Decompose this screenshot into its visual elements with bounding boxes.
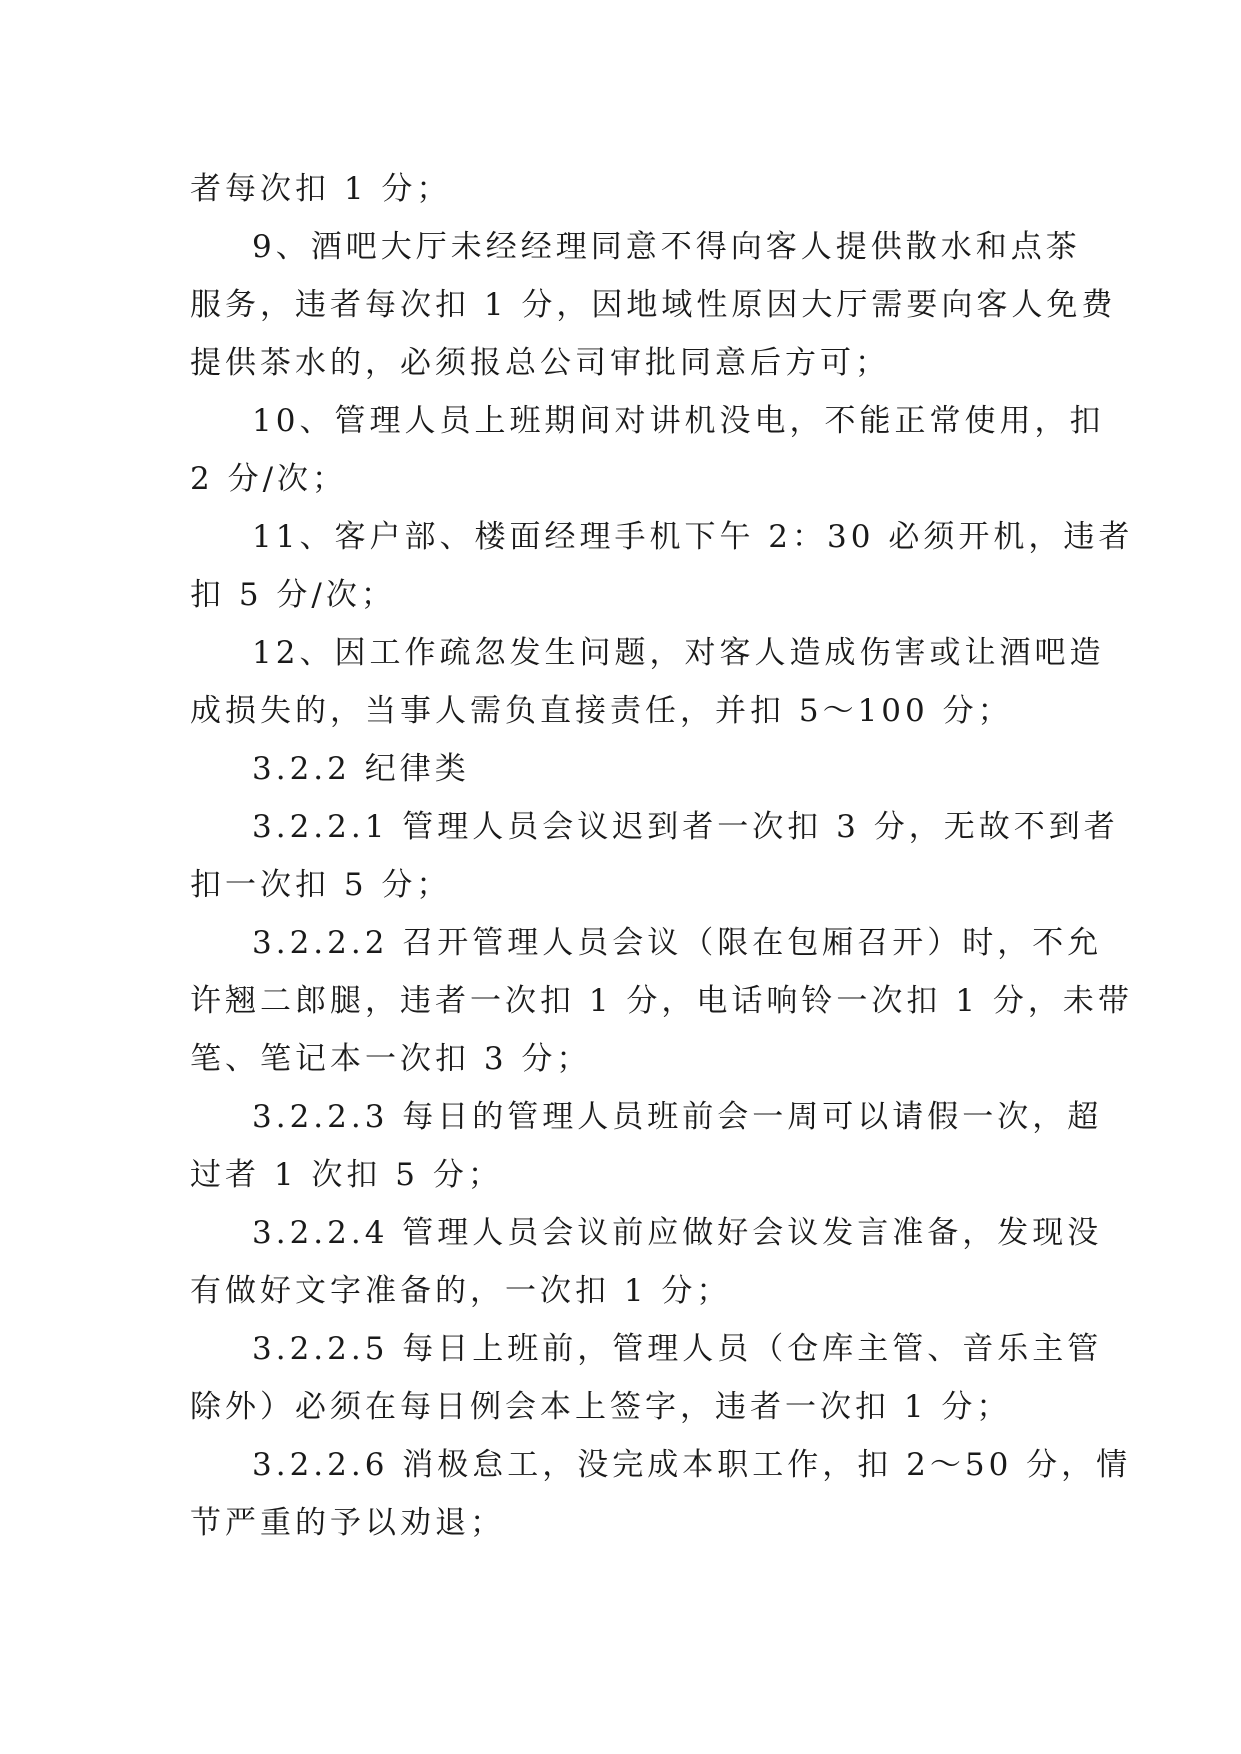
text-line: 3.2.2.6 消极怠工，没完成本职工作，扣 2～50 分，情 [252,1447,1132,1483]
text-line: 3.2.2.1 管理人员会议迟到者一次扣 3 分，无故不到者 [252,809,1119,845]
text-line: 服务，违者每次扣 1 分，因地域性原因大厅需要向客人免费 [190,287,1117,323]
text-line: 10、管理人员上班期间对讲机没电，不能正常使用，扣 [252,403,1105,439]
text-line: 扣 5 分/次； [190,577,396,613]
text-line: 者每次扣 1 分； [190,171,452,207]
text-line: 除外）必须在每日例会本上签字，违者一次扣 1 分； [190,1389,1012,1425]
text-line: 成损失的，当事人需负直接责任，并扣 5～100 分； [190,693,1013,729]
text-line: 扣一次扣 5 分； [190,867,452,903]
text-line: 有做好文字准备的，一次扣 1 分； [190,1273,732,1309]
text-line: 过者 1 次扣 5 分； [190,1157,503,1193]
text-line: 笔、笔记本一次扣 3 分； [190,1041,592,1077]
text-line: 3.2.2.3 每日的管理人员班前会一周可以请假一次，超 [252,1099,1103,1135]
document-body [190,160,1134,1552]
text-line: 3.2.2.2 召开管理人员会议（限在包厢召开）时，不允 [252,925,1103,961]
text-line: 3.2.2 纪律类 [252,751,470,787]
text-line: 3.2.2.5 每日上班前，管理人员（仓库主管、音乐主管 [252,1331,1103,1367]
text-line: 9、酒吧大厅未经经理同意不得向客人提供散水和点茶 [252,229,1081,265]
text-line: 许翘二郎腿，违者一次扣 1 分，电话响铃一次扣 1 分，未带 [190,983,1133,1019]
text-line: 11、客户部、楼面经理手机下午 2：30 必须开机，违者 [252,519,1134,555]
text-line: 12、因工作疏忽发生问题，对客人造成伤害或让酒吧造 [252,635,1105,671]
text-line: 2 分/次； [190,461,348,497]
text-line: 节严重的予以劝退； [190,1505,505,1541]
text-line: 提供茶水的，必须报总公司审批同意后方可； [190,345,890,381]
text-line: 3.2.2.4 管理人员会议前应做好会议发言准备，发现没 [252,1215,1103,1251]
